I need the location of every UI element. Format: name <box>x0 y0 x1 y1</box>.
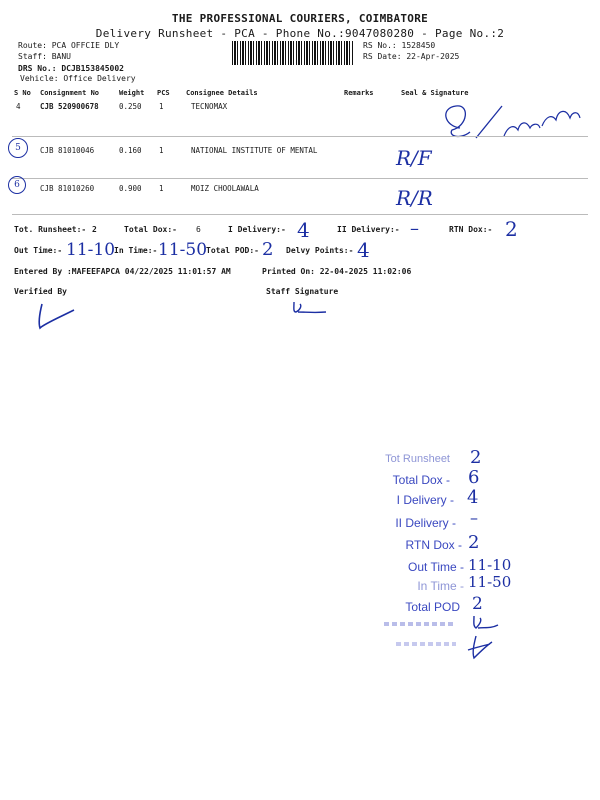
stamp-ii-delivery-label: II Delivery - <box>395 516 456 530</box>
row-2-handwritten-remark: R/F <box>396 146 432 170</box>
ii-delivery-label: II Delivery:- <box>337 225 400 234</box>
i-delivery-label: I Delivery:- <box>228 225 286 234</box>
staff-signature-label: Staff Signature <box>266 287 339 296</box>
stamp-in-time-value: 11-50 <box>468 573 512 591</box>
out-time-handwritten: 11-10 <box>66 240 116 260</box>
total-pod-label: Total POD:- <box>206 246 259 255</box>
col-pcs: PCS <box>157 89 170 97</box>
table-bottom-rule <box>12 214 588 215</box>
col-remarks: Remarks <box>344 89 374 97</box>
stamp-faded-line <box>396 642 456 646</box>
out-time-label: Out Time:- <box>14 246 63 255</box>
runsheet-subtitle: Delivery Runsheet - PCA - Phone No.:9047080280 - Page No.:2 <box>95 27 505 40</box>
col-consignment: Consignment No <box>40 89 100 97</box>
tot-runsheet-label: Tot. Runsheet:- <box>14 225 87 234</box>
stamp-total-dox-label: Total Dox - <box>392 473 450 487</box>
total-dox-label: Total Dox:- <box>124 225 177 234</box>
stamp-ii-delivery-value: – <box>470 508 478 527</box>
row-2-weight: 0.160 <box>119 146 142 155</box>
row-divider <box>12 136 588 137</box>
row-1-signature <box>430 96 590 146</box>
barcode <box>232 41 354 65</box>
stamp-total-dox-value: 6 <box>468 467 480 488</box>
rtn-dox-label: RTN Dox:- <box>449 225 493 234</box>
ii-delivery-handwritten: – <box>410 218 419 239</box>
stamp-tot-runsheet-value: 2 <box>470 447 482 468</box>
stamp-rtn-dox-label: RTN Dox - <box>405 538 462 552</box>
col-consignee: Consignee Details <box>186 89 258 97</box>
vehicle-text: Vehicle: Office Delivery <box>20 74 136 83</box>
row-3-sno-circled: 6 <box>8 176 26 194</box>
rs-number: RS No.: 1528450 <box>363 41 436 50</box>
staff-text: Staff: BANU <box>18 52 71 61</box>
verified-by-signature <box>30 300 80 334</box>
stamp-out-time-value: 11-10 <box>468 556 512 574</box>
row-1-weight: 0.250 <box>119 102 142 111</box>
delvy-points-label: Delvy Points:- <box>286 246 354 255</box>
stamp-tot-runsheet-label: Tot Runsheet <box>385 453 450 465</box>
row-3-handwritten-remark: R/R <box>396 186 433 210</box>
verified-by-label: Verified By <box>14 287 67 296</box>
stamp-in-time-label: In Time - <box>417 579 464 593</box>
in-time-label: In Time:- <box>114 246 158 255</box>
stamp-rtn-dox-value: 2 <box>468 532 480 553</box>
company-title: THE PROFESSIONAL COURIERS, COIMBATORE <box>171 12 429 25</box>
col-sno: S No <box>14 89 31 97</box>
col-seal-signature: Seal & Signature <box>401 89 469 97</box>
row-1-pcs: 1 <box>159 102 164 111</box>
route-text: Route: PCA OFFCIE DLY <box>18 41 120 50</box>
stamp-i-delivery-label: I Delivery - <box>396 493 454 507</box>
stamp-faded-line <box>384 622 456 626</box>
total-dox-value: 6 <box>196 225 201 234</box>
row-3-weight: 0.900 <box>119 184 142 193</box>
drs-number: DRS No.: DCJB153845002 <box>18 64 124 73</box>
entered-by: Entered By :MAFEEFAPCA 04/22/2025 11:01:57 AM <box>14 267 231 276</box>
i-delivery-handwritten: 4 <box>297 218 310 242</box>
row-2-consignment: CJB 81010046 <box>40 146 95 155</box>
row-1-consignee: TECNOMAX <box>191 102 228 111</box>
staff-signature <box>288 300 332 320</box>
rs-date: RS Date: 22-Apr-2025 <box>363 52 460 61</box>
rtn-dox-handwritten: 2 <box>505 217 518 241</box>
stamp-total-pod-value: 2 <box>472 594 483 614</box>
printed-on: Printed On: 22-04-2025 11:02:06 <box>262 267 412 276</box>
total-pod-handwritten: 2 <box>262 239 274 260</box>
row-2-pcs: 1 <box>159 146 164 155</box>
row-1-sno: 4 <box>16 102 21 111</box>
col-weight: Weight <box>119 89 145 97</box>
row-1-consignment: CJB 520900678 <box>40 102 99 111</box>
delvy-points-handwritten: 4 <box>357 238 370 262</box>
row-divider <box>12 178 588 179</box>
row-3-consignee: MOIZ CHOOLAWALA <box>191 184 259 193</box>
row-3-pcs: 1 <box>159 184 164 193</box>
stamp-total-pod-label: Total POD <box>405 600 460 614</box>
tot-runsheet-value: 2 <box>92 225 97 234</box>
row-2-sno-circled: 5 <box>8 138 28 158</box>
row-2-consignee: NATIONAL INSTITUTE OF MENTAL <box>191 146 318 155</box>
stamp-i-delivery-value: 4 <box>467 487 479 508</box>
stamp-signature-2 <box>462 634 496 662</box>
stamp-signature-1 <box>470 612 502 634</box>
stamp-out-time-label: Out Time - <box>407 560 464 574</box>
row-3-consignment: CJB 81010260 <box>40 184 95 193</box>
in-time-handwritten: 11-50 <box>158 240 208 260</box>
